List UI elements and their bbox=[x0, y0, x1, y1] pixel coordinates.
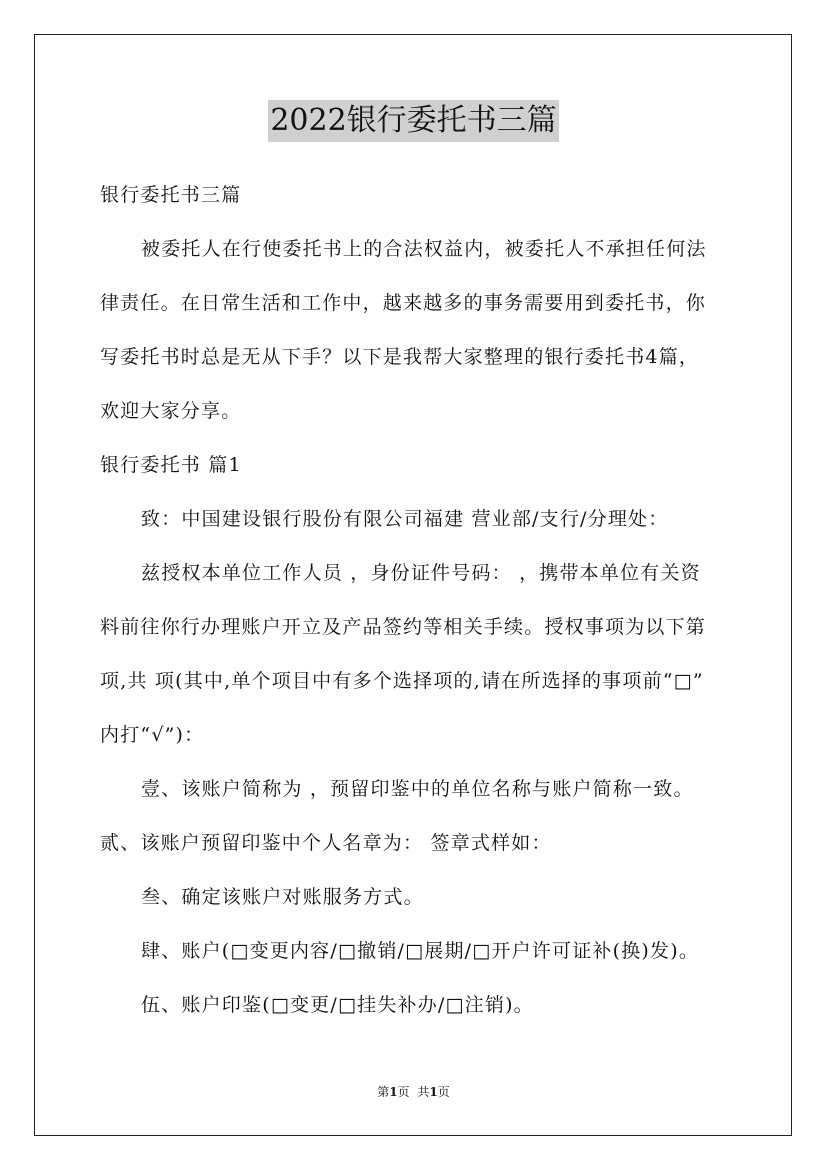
paragraph-line: 壹、该账户简称为 ，预留印鉴中的单位名称与账户简称一致。 bbox=[141, 778, 694, 800]
paragraph-line: 贰、该账户预留印鉴中个人名章为： 签章式样如： bbox=[100, 832, 552, 854]
paragraph-line: 叁、确定该账户对账服务方式。 bbox=[141, 886, 424, 908]
paragraph-line: 肆、账户(□变更内容/□撤销/□展期/□开户许可证补(换)发)。 bbox=[141, 940, 700, 962]
page-footer bbox=[0, 1084, 827, 1100]
title-container bbox=[0, 100, 827, 142]
footer-page-prefix: 第 bbox=[377, 1085, 390, 1099]
paragraph-line: 内打“√”)： bbox=[100, 724, 205, 746]
section-heading: 银行委托书 篇1 bbox=[100, 454, 242, 476]
footer-total-prefix: 共 bbox=[417, 1085, 430, 1099]
paragraph-line: 欢迎大家分享。 bbox=[100, 400, 242, 422]
paragraph-line: 兹授权本单位工作人员 ，身份证件号码： ，携带本单位有关资 bbox=[141, 562, 701, 584]
paragraph-line: 写委托书时总是无从下手？以下是我帮大家整理的银行委托书4篇， bbox=[100, 346, 700, 368]
paragraph-line: 银行委托书三篇 bbox=[100, 184, 242, 206]
paragraph-line: 被委托人在行使委托书上的合法权益内，被委托人不承担任何法 bbox=[141, 238, 707, 260]
footer-page-number: 1 bbox=[389, 1085, 398, 1099]
paragraph-line: 项,共 项(其中,单个项目中有多个选择项的,请在所选择的事项前“□” bbox=[100, 670, 704, 692]
paragraph-line: 料前往你行办理账户开立及产品签约等相关手续。授权事项为以下第 bbox=[100, 616, 707, 638]
footer-total-number: 1 bbox=[429, 1085, 438, 1099]
document-title: 2022银行委托书三篇 bbox=[268, 100, 558, 142]
document-body bbox=[100, 168, 740, 1032]
footer-total-unit: 页 bbox=[437, 1085, 450, 1099]
paragraph-line: 致：中国建设银行股份有限公司福建 营业部/支行/分理处： bbox=[141, 508, 669, 530]
footer-page-unit: 页 bbox=[397, 1085, 410, 1099]
paragraph-line: 律责任。在日常生活和工作中，越来越多的事务需要用到委托书，你 bbox=[100, 292, 707, 314]
paragraph-line: 伍、账户印鉴(□变更/□挂失补办/□注销)。 bbox=[141, 994, 534, 1016]
